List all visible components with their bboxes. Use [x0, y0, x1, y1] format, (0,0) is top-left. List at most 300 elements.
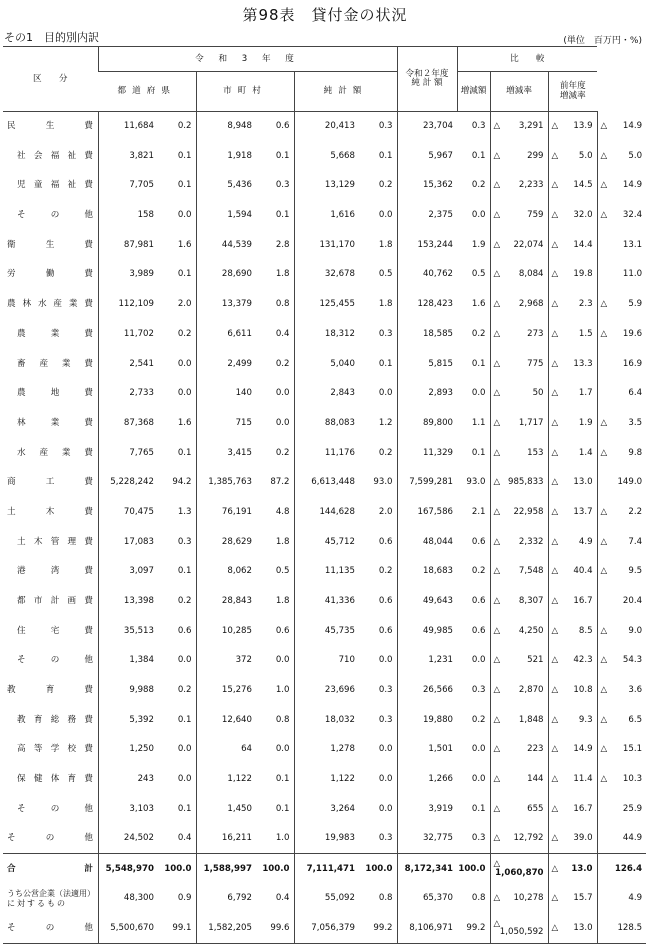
- cell-muni-pct: 87.2: [270, 477, 290, 488]
- cell-muni: 6,792: [196, 884, 256, 914]
- triangle-sign: △: [493, 239, 501, 250]
- triangle-sign: △: [551, 923, 559, 934]
- cell-net-pct: 0.1: [378, 358, 393, 369]
- cell-net-pct: 100.0: [359, 854, 397, 884]
- cell-r2-pct: 1.9: [471, 239, 486, 250]
- row-label: [3, 557, 98, 587]
- row-label: [3, 379, 98, 409]
- cell-r2: 128,423: [397, 290, 457, 320]
- cell-r2-pct: 0.3: [471, 833, 486, 844]
- cell-rate: [548, 646, 597, 676]
- triangle-sign: △: [493, 596, 501, 607]
- cell-pref-pct: 1.6: [177, 239, 192, 250]
- cell-net-pct: 1.2: [378, 417, 393, 428]
- table-row: [3, 230, 646, 260]
- cell-r2-pct: 0.0: [471, 774, 486, 785]
- cell-prev-rate: [597, 497, 646, 527]
- cell-change: [490, 735, 548, 765]
- row-label-text: その他: [17, 803, 93, 814]
- cell-pref-pct: 0.2: [177, 121, 192, 132]
- cell-rate-value: 13.9: [573, 121, 593, 132]
- triangle-sign: △: [493, 358, 501, 369]
- row-label-text: 畜産業費: [17, 358, 93, 369]
- cell-change-value: 4,250: [518, 625, 544, 636]
- table-row: [3, 646, 646, 676]
- cell-muni-pct: 0.1: [275, 150, 290, 161]
- cell-net: 11,176: [294, 438, 359, 468]
- triangle-sign: △: [600, 150, 608, 161]
- cell-pref: 87,368: [98, 408, 158, 438]
- cell-pref-pct: 0.1: [177, 180, 192, 191]
- cell-prev-rate-value: 15.1: [622, 744, 643, 755]
- cell-r2: 18,683: [397, 557, 457, 587]
- cell-r2-pct: 0.1: [471, 358, 486, 369]
- row-label-text: 衛生費: [7, 239, 93, 250]
- row-label: [3, 497, 98, 527]
- cell-prev-rate: [597, 587, 646, 617]
- cell-rate-value: 2.3: [578, 299, 593, 310]
- cell-net: 131,170: [294, 230, 359, 260]
- cell-r2-pct: 0.8: [471, 893, 486, 904]
- cell-muni: 1,450: [196, 794, 256, 824]
- cell-change: [490, 260, 548, 290]
- cell-change-value: 1,050,592: [499, 927, 544, 938]
- cell-rate: [548, 557, 597, 587]
- cell-prev-rate-value: 3.5: [628, 417, 643, 428]
- table-row: [3, 616, 646, 646]
- cell-change: [490, 230, 548, 260]
- cell-change-value: 1,060,870: [495, 867, 544, 878]
- public-enterprise-row: [3, 884, 646, 914]
- cell-muni-pct: 0.8: [275, 299, 290, 310]
- cell-net-pct: 0.0: [378, 655, 393, 666]
- cell-pref: 5,228,242: [98, 468, 158, 498]
- cell-net-pct: 99.2: [359, 914, 397, 944]
- cell-prev-rate-value: 5.9: [628, 299, 643, 310]
- cell-change-value: 775: [527, 358, 544, 369]
- triangle-sign: △: [493, 893, 501, 904]
- cell-rate: [548, 319, 597, 349]
- cell-muni: 64: [196, 735, 256, 765]
- triangle-sign: △: [600, 210, 608, 221]
- cell-change: [490, 290, 548, 320]
- cell-change-value: 10,278: [513, 893, 544, 904]
- cell-pref-pct: 0.0: [177, 210, 192, 221]
- cell-pref: 3,103: [98, 794, 158, 824]
- cell-prev-rate: [597, 705, 646, 735]
- row-label-text: その他: [7, 923, 93, 934]
- cell-change: [490, 646, 548, 676]
- cell-muni-pct: 0.8: [275, 714, 290, 725]
- cell-prev-rate-value: 16.9: [622, 358, 643, 369]
- cell-change: [490, 319, 548, 349]
- cell-net-pct: 0.0: [378, 774, 393, 785]
- cell-rate: [548, 765, 597, 795]
- cell-r2: 49,985: [397, 616, 457, 646]
- cell-r2-pct: 0.6: [471, 596, 486, 607]
- cell-muni: 76,191: [196, 497, 256, 527]
- cell-change: [490, 914, 548, 944]
- cell-rate-value: 13.7: [573, 506, 593, 517]
- triangle-sign: △: [551, 655, 559, 666]
- cell-net-pct: 1.8: [378, 299, 393, 310]
- triangle-sign: △: [493, 685, 501, 696]
- cell-r2-pct: 0.0: [471, 744, 486, 755]
- cell-muni-pct: 1.8: [275, 596, 290, 607]
- cell-rate: [548, 260, 597, 290]
- cell-muni-pct: 0.2: [275, 358, 290, 369]
- cell-change: [490, 794, 548, 824]
- cell-r2: 89,800: [397, 408, 457, 438]
- cell-r2: 40,762: [397, 260, 457, 290]
- cell-prev-rate-value: 25.9: [622, 803, 643, 814]
- row-label-text: 都市計画費: [17, 596, 93, 607]
- total-row: [3, 854, 646, 884]
- cell-change-value: 8,307: [518, 596, 544, 607]
- triangle-sign: △: [600, 299, 608, 310]
- cell-rate-value: 1.9: [578, 417, 593, 428]
- table-row: [3, 290, 646, 320]
- cell-r2: 48,044: [397, 527, 457, 557]
- cell-net: 45,712: [294, 527, 359, 557]
- cell-pref: 3,097: [98, 557, 158, 587]
- cell-net: 41,336: [294, 587, 359, 617]
- cell-muni-pct: 2.8: [275, 239, 290, 250]
- cell-pref: 158: [98, 201, 158, 231]
- triangle-sign: △: [493, 180, 501, 191]
- cell-muni-pct: 0.0: [275, 655, 290, 666]
- table-row: [3, 201, 646, 231]
- cell-rate: [548, 438, 597, 468]
- row-label: [3, 884, 98, 914]
- cell-rate-value: 16.7: [573, 596, 593, 607]
- triangle-sign: △: [551, 893, 559, 904]
- cell-r2: 19,880: [397, 705, 457, 735]
- cell-net: 3,264: [294, 794, 359, 824]
- cell-change: [490, 171, 548, 201]
- cell-net-pct: 0.0: [378, 388, 393, 399]
- row-label-line2: に対するもの: [7, 898, 67, 908]
- row-label-text: 農地費: [17, 388, 93, 399]
- triangle-sign: △: [551, 299, 559, 310]
- cell-muni: 6,611: [196, 319, 256, 349]
- cell-change-value: 2,332: [518, 536, 544, 547]
- cell-rate: [548, 884, 597, 914]
- row-label-text: 教育費: [7, 685, 93, 696]
- cell-r2-pct: 0.2: [471, 714, 486, 725]
- cell-rate-value: 42.3: [573, 655, 593, 666]
- cell-change-value: 223: [527, 744, 544, 755]
- table-body: [3, 112, 646, 944]
- cell-net: 45,735: [294, 616, 359, 646]
- cell-r2: 23,704: [397, 112, 457, 142]
- triangle-sign: △: [600, 655, 608, 666]
- cell-change-value: 153: [527, 447, 544, 458]
- cell-change: [490, 884, 548, 914]
- row-label: [3, 794, 98, 824]
- cell-change: [490, 765, 548, 795]
- header-r3: 令 和 3 年 度: [98, 47, 397, 72]
- row-label-text: 教育総務費: [17, 714, 93, 725]
- row-label-text: その他: [7, 833, 93, 844]
- cell-net: 19,983: [294, 824, 359, 854]
- cell-pref-pct: 0.2: [177, 328, 192, 339]
- cell-prev-rate-value: 2.2: [628, 506, 643, 517]
- cell-muni: 140: [196, 379, 256, 409]
- cell-net-pct: 0.3: [378, 328, 393, 339]
- row-label-text: 港湾費: [17, 566, 93, 577]
- cell-r2-pct: 0.3: [471, 121, 486, 132]
- cell-net: 7,111,471: [294, 854, 359, 884]
- cell-prev-rate-value: 19.6: [622, 328, 643, 339]
- row-label: [3, 112, 98, 142]
- cell-change-value: 8,084: [518, 269, 544, 280]
- triangle-sign: △: [551, 803, 559, 814]
- table-row: [3, 794, 646, 824]
- cell-r2-pct: 100.0: [457, 854, 490, 884]
- cell-change: [490, 141, 548, 171]
- triangle-sign: △: [551, 685, 559, 696]
- cell-pref-pct: 1.3: [177, 506, 192, 517]
- row-label: [3, 171, 98, 201]
- cell-prev-rate: [597, 379, 646, 409]
- row-label-text: 農林水産業費: [7, 299, 93, 310]
- cell-muni: 715: [196, 408, 256, 438]
- row-label-text: 水産業費: [17, 447, 93, 458]
- triangle-sign: △: [493, 833, 501, 844]
- cell-net-pct: 0.2: [378, 447, 393, 458]
- cell-r2: 32,775: [397, 824, 457, 854]
- row-label: [3, 319, 98, 349]
- row-label: [3, 408, 98, 438]
- cell-rate-value: 39.0: [573, 833, 593, 844]
- triangle-sign: △: [551, 833, 559, 844]
- triangle-sign: △: [551, 744, 559, 755]
- cell-prev-rate: [597, 230, 646, 260]
- cell-muni-pct: 0.3: [275, 180, 290, 191]
- cell-pref-pct: 1.6: [177, 417, 192, 428]
- cell-change: [490, 468, 548, 498]
- cell-muni-pct: 0.4: [275, 893, 290, 904]
- row-label: [3, 705, 98, 735]
- row-label-text: 労働費: [7, 269, 93, 280]
- cell-r2: 7,599,281: [397, 468, 457, 498]
- cell-rate: [548, 290, 597, 320]
- cell-net: 125,455: [294, 290, 359, 320]
- cell-prev-rate: [597, 884, 646, 914]
- cell-prev-rate: [597, 794, 646, 824]
- triangle-sign: △: [551, 121, 559, 132]
- table-subtitle: その1 目的別内訳: [4, 31, 99, 44]
- cell-change-value: 759: [527, 210, 544, 221]
- row-label: [3, 468, 98, 498]
- cell-r2: 8,106,971: [397, 914, 457, 944]
- cell-muni-pct: 1.0: [275, 685, 290, 696]
- cell-r2-pct: 0.6: [471, 536, 486, 547]
- page-title: 第98表 貸付金の状況: [242, 6, 408, 24]
- triangle-sign: △: [551, 417, 559, 428]
- cell-rate-value: 16.7: [573, 803, 593, 814]
- triangle-sign: △: [493, 447, 501, 458]
- row-label: [3, 141, 98, 171]
- cell-r2: 8,172,341: [397, 854, 457, 884]
- cell-prev-rate-value: 20.4: [622, 596, 643, 607]
- cell-pref: 13,398: [98, 587, 158, 617]
- row-label-text: 合計: [7, 863, 93, 874]
- cell-pref: 243: [98, 765, 158, 795]
- triangle-sign: △: [551, 150, 559, 161]
- cell-r2: 65,370: [397, 884, 457, 914]
- header-net: 純計額: [294, 72, 397, 112]
- table-row: [3, 468, 646, 498]
- cell-prev-rate-value: 4.9: [628, 893, 643, 904]
- cell-pref: 35,513: [98, 616, 158, 646]
- table-row: [3, 112, 646, 142]
- cell-net-pct: 0.3: [378, 833, 393, 844]
- cell-pref-pct: 0.3: [177, 536, 192, 547]
- cell-change-value: 2,870: [518, 685, 544, 696]
- table-row: [3, 765, 646, 795]
- row-label: [3, 854, 98, 884]
- cell-r2: 1,231: [397, 646, 457, 676]
- table-row: [3, 408, 646, 438]
- cell-r2: 1,266: [397, 765, 457, 795]
- cell-pref-pct: 0.9: [177, 893, 192, 904]
- cell-prev-rate-value: 54.3: [622, 655, 643, 666]
- cell-prev-rate-value: 149.0: [617, 477, 643, 488]
- cell-muni: 1,588,997: [196, 854, 256, 884]
- cell-net-pct: 0.0: [378, 803, 393, 814]
- cell-net-pct: 0.0: [378, 210, 393, 221]
- cell-net-pct: 0.6: [378, 596, 393, 607]
- cell-rate: [548, 230, 597, 260]
- cell-muni-pct: 1.0: [275, 833, 290, 844]
- row-label: [3, 438, 98, 468]
- cell-change: [490, 527, 548, 557]
- triangle-sign: △: [493, 744, 501, 755]
- triangle-sign: △: [493, 859, 501, 870]
- cell-pref: 7,765: [98, 438, 158, 468]
- header-category: 区 分: [3, 47, 98, 112]
- cell-muni: 15,276: [196, 676, 256, 706]
- row-label: [3, 824, 98, 854]
- header-r2: 令和２年度 純 計 額: [397, 47, 457, 112]
- cell-pref-pct: 0.4: [177, 833, 192, 844]
- cell-net: 1,616: [294, 201, 359, 231]
- cell-net-pct: 1.8: [378, 239, 393, 250]
- cell-rate: [548, 408, 597, 438]
- cell-rate-value: 14.5: [573, 180, 593, 191]
- cell-net: 23,696: [294, 676, 359, 706]
- triangle-sign: △: [551, 477, 559, 488]
- cell-rate: [548, 735, 597, 765]
- cell-rate-value: 19.8: [573, 269, 593, 280]
- cell-pref: 2,733: [98, 379, 158, 409]
- cell-change: [490, 408, 548, 438]
- table-row: [3, 587, 646, 617]
- cell-net: 18,312: [294, 319, 359, 349]
- triangle-sign: △: [551, 328, 559, 339]
- cell-rate: [548, 379, 597, 409]
- cell-change: [490, 497, 548, 527]
- cell-rate-value: 10.8: [573, 685, 593, 696]
- row-label-line1: うち公営企業（法適用）: [7, 889, 95, 899]
- cell-rate: [548, 171, 597, 201]
- cell-rate-value: 14.4: [573, 239, 593, 250]
- cell-rate-value: 40.4: [573, 566, 593, 577]
- table-row: [3, 735, 646, 765]
- triangle-sign: △: [551, 566, 559, 577]
- row-label-text: 林業費: [17, 417, 93, 428]
- triangle-sign: △: [600, 180, 608, 191]
- cell-prev-rate-value: 14.9: [622, 180, 643, 191]
- row-label: [3, 587, 98, 617]
- cell-r2-pct: 0.2: [471, 566, 486, 577]
- cell-r2-pct: 1.6: [471, 299, 486, 310]
- triangle-sign: △: [551, 774, 559, 785]
- cell-change: [490, 854, 548, 884]
- cell-pref: 87,981: [98, 230, 158, 260]
- row-label: [3, 201, 98, 231]
- cell-pref: 5,392: [98, 705, 158, 735]
- cell-pref-pct: 0.1: [177, 566, 192, 577]
- triangle-sign: △: [493, 655, 501, 666]
- row-label: [3, 349, 98, 379]
- cell-change-value: 50: [532, 388, 544, 399]
- cell-change: [490, 438, 548, 468]
- triangle-sign: △: [493, 299, 501, 310]
- cell-muni: 2,499: [196, 349, 256, 379]
- cell-change-value: 3,291: [518, 121, 544, 132]
- cell-prev-rate: [597, 468, 646, 498]
- cell-pref: 1,250: [98, 735, 158, 765]
- triangle-sign: △: [551, 210, 559, 221]
- triangle-sign: △: [600, 417, 608, 428]
- cell-net: 5,040: [294, 349, 359, 379]
- cell-r2: 153,244: [397, 230, 457, 260]
- cell-r2-pct: 2.1: [471, 506, 486, 517]
- cell-net-pct: 0.3: [378, 714, 393, 725]
- table-row: [3, 349, 646, 379]
- cell-r2-pct: 99.2: [457, 914, 490, 944]
- cell-pref-pct: 99.1: [158, 914, 196, 944]
- cell-change-value: 1,848: [518, 714, 544, 725]
- cell-pref-pct: 0.2: [177, 596, 192, 607]
- cell-net: 7,056,379: [294, 914, 359, 944]
- cell-rate-value: 13.3: [573, 358, 593, 369]
- cell-change-value: 521: [527, 655, 544, 666]
- cell-net: 1,278: [294, 735, 359, 765]
- cell-rate-value: 14.9: [573, 744, 593, 755]
- row-label: [3, 646, 98, 676]
- cell-rate: [548, 112, 597, 142]
- cell-change-value: 22,958: [513, 506, 544, 517]
- triangle-sign: △: [493, 918, 501, 929]
- loan-status-table: [3, 46, 646, 944]
- triangle-sign: △: [493, 210, 501, 221]
- triangle-sign: △: [600, 714, 608, 725]
- row-label-text: 民生費: [7, 121, 93, 132]
- cell-muni: 44,539: [196, 230, 256, 260]
- cell-muni-pct: 100.0: [256, 854, 294, 884]
- cell-change-value: 985,833: [507, 477, 544, 488]
- cell-r2-pct: 0.0: [471, 655, 486, 666]
- cell-r2: 2,893: [397, 379, 457, 409]
- triangle-sign: △: [493, 774, 501, 785]
- row-label-text: 土木管理費: [17, 536, 93, 547]
- cell-prev-rate-value: 11.0: [622, 269, 643, 280]
- cell-muni: 10,285: [196, 616, 256, 646]
